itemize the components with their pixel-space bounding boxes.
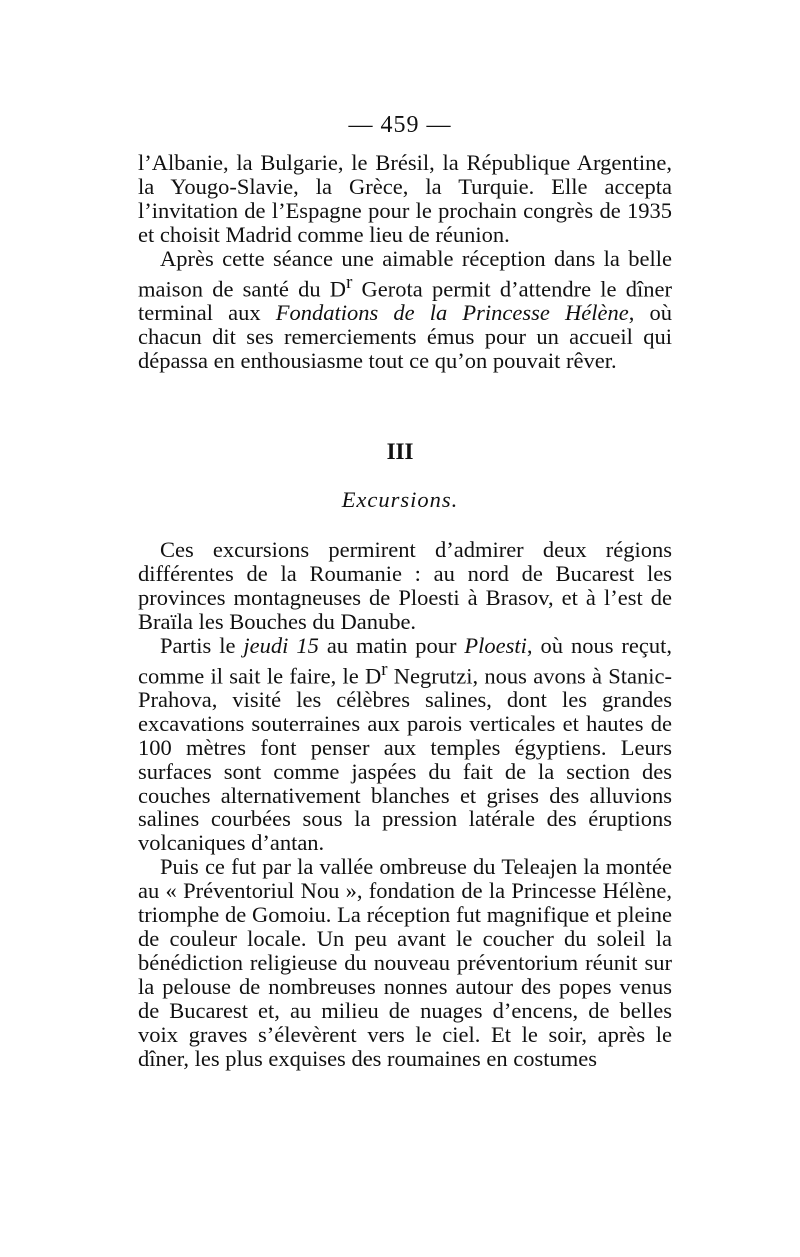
paragraph	[138, 247, 672, 373]
text-block-top	[138, 151, 672, 373]
paragraph	[138, 634, 672, 856]
section-number: III	[386, 439, 414, 464]
text-run: Gerota permit d’attendre le dîner terminal aux	[138, 276, 672, 325]
text-run: Après cette séance une aimable réception dans la belle maison de santé du D	[138, 245, 672, 302]
text-run: Partis le	[160, 632, 244, 658]
paragraph: Ces excursions permirent d’admirer deux régions différentes de la Roumanie : au nord de Bucarest les provinces montagneuses de Ploesti à Brasov, et à l’est de Braïla les Bouches du Danube.	[138, 537, 672, 634]
paragraph: l’Albanie, la Bulgarie, le Brésil, la République Argentine, la Yougo-Slavie, la Grèce, la Turquie. Elle accepta l’invitation de l’Espagne pour le prochain congrès de 1935 et choisit Madrid comme lieu de réunion.	[138, 150, 672, 247]
superscript: r	[381, 658, 388, 680]
text-block-bottom	[138, 538, 672, 1070]
text-run: au matin pour	[318, 632, 465, 658]
section-title: Excursions.	[341, 487, 459, 512]
page-number: — 459 —	[348, 112, 452, 138]
text-run: , où chacun dit ses remerciements émus pour un accueil qui dépassa en enthousiasme tout ce qu’on pouvait rêver.	[138, 299, 672, 373]
text-run: , où nous reçut, comme il sait le faire, le D	[138, 632, 672, 689]
italic-text: jeudi 15	[243, 632, 319, 658]
italic-text: Ploesti	[464, 632, 527, 658]
superscript: r	[346, 271, 353, 293]
paragraph: Puis ce fut par la vallée ombreuse du Teleajen la montée au « Préventoriul Nou », fondation de la Princesse Hélène, triomphe de Gomoiu. La réception fut magnifique et pleine de couleur locale. Un peu avant le coucher du soleil la bénédiction religieuse du nouveau préventorium réunit sur la pelouse de nombreuses nonnes autour des popes venus de Bucarest et, au milieu de nuages d’encens, de belles voix graves s’élevèrent vers le ciel. Et le soir, après le dîner, les plus exquises des roumaines en costumes	[138, 854, 672, 1071]
text-run: Negrutzi, nous avons à Stanic-Prahova, visité les célèbres salines, dont les grandes excavations souterraines aux parois verticales et hautes de 100 mètres font penser aux temples égyptiens. Leurs surfaces sont comme jaspées du fait de la section des couches alternativement blanches et grises des alluvions salines courbées sous la pression latérale des éruptions volcaniques d’antan.	[138, 663, 672, 856]
italic-text: Fondations de la Princesse Hélène	[275, 299, 629, 325]
